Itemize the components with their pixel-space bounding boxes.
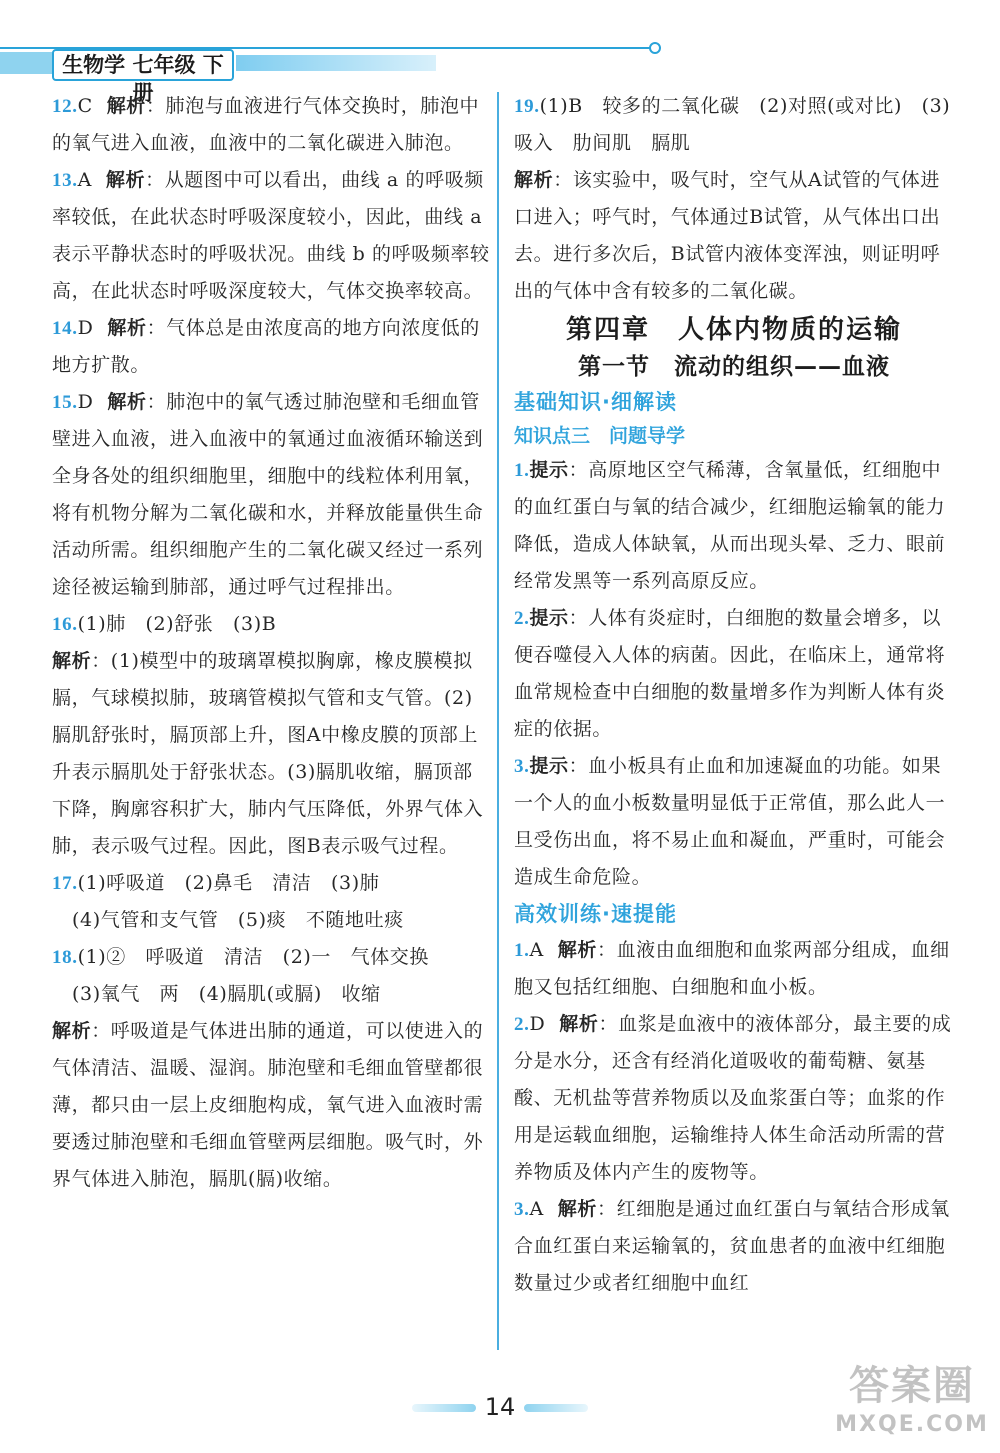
analysis-label: 解析 — [52, 650, 92, 672]
answer-17 — [52, 865, 492, 939]
footer-ornament-right — [524, 1404, 588, 1412]
answer-line: (1)② 呼吸道 清洁 (2)一 气体交换 — [77, 946, 429, 968]
page-number: 14 — [484, 1393, 516, 1421]
section-band-basics: 基础知识·细解读 — [514, 390, 677, 414]
question-number: 16. — [52, 614, 78, 635]
site-watermark — [832, 1360, 992, 1450]
question-number: 15. — [52, 392, 78, 413]
analysis-text: ：(1)模型中的玻璃罩模拟胸廓，橡皮膜模拟膈，气球模拟肺，玻璃管模拟气管和支气管。(2)膈肌舒张时，膈顶部上升，图A中橡皮膜的顶部上升表示膈肌处于舒张状态。(3)膈肌收缩，膈顶部下降，胸廓容积扩大，肺内气压降低，外界气体入肺，表示吸气过程。因此，图B表示吸气过程。 — [52, 650, 484, 857]
question-number: 19. — [514, 96, 540, 117]
training-answer-2 — [514, 1006, 954, 1191]
question-number: 2. — [514, 1014, 530, 1035]
answer-line: (1)呼吸道 (2)鼻毛 清洁 (3)肺 — [77, 872, 380, 894]
analysis-text: ：肺泡与血液进行气体交换时，肺泡中的氧气进入血液，血液中的二氧化碳进入肺泡。 — [52, 95, 480, 154]
analysis-label: 解析 — [106, 95, 146, 117]
training-answer-3 — [514, 1191, 954, 1302]
analysis-text: ：血液由血细胞和血浆两部分组成，血细胞又包括红细胞、白细胞和血小板。 — [514, 939, 950, 998]
tip-2 — [514, 600, 954, 748]
chapter-title: 第四章 人体内物质的运输 — [565, 315, 902, 345]
question-number: 14. — [52, 318, 78, 339]
watermark-logo-text: 答案圈 — [849, 1363, 975, 1409]
answer-16 — [52, 606, 492, 865]
answer-line: (3)氧气 两 (4)膈肌(或膈) 收缩 — [72, 983, 381, 1005]
question-number: 13. — [52, 170, 78, 191]
analysis-label: 解析 — [107, 391, 147, 413]
answer-choice: D — [529, 1013, 546, 1035]
answer-choice: A — [529, 939, 544, 961]
tip-label: 提示 — [529, 755, 569, 777]
book-title: 生物学 七年级 下册 — [52, 49, 234, 81]
question-number: 3. — [514, 756, 530, 777]
tip-text: ：血小板具有止血和加速凝血的功能。如果一个人的血小板数量明显低于正常值，那么此人一旦受伤出血，将不易止血和凝血，严重时，可能会造成生命危险。 — [514, 755, 946, 888]
analysis-label: 解析 — [52, 1020, 92, 1042]
analysis-text: ：血浆是血液中的液体部分，最主要的成分是水分，还含有经消化道吸收的葡萄糖、氨基酸、无机盐等营养物质以及血浆蛋白等；血浆的作用是运载血细胞，运输维持人体生命活动所需的营养物质及体内产生的废物等。 — [514, 1013, 952, 1183]
analysis-label: 解析 — [105, 169, 146, 191]
answer-15 — [52, 384, 492, 606]
answer-18 — [52, 939, 492, 1198]
analysis-label: 解析 — [107, 317, 147, 339]
analysis-text: ：该实验中，吸气时，空气从A试管的气体进口进入；呼气时，气体通过B试管，从气体出口出去。进行多次后，B试管内液体变浑浊，则证明呼出的气体中含有较多的二氧化碳。 — [514, 169, 941, 302]
question-number: 1. — [514, 460, 530, 481]
question-number: 12. — [52, 96, 78, 117]
answer-choice: D — [77, 391, 94, 413]
answer-12 — [52, 88, 492, 162]
analysis-text: ：红细胞是通过血红蛋白与氧结合形成氧合血红蛋白来运输氧的，贫血患者的血液中红细胞数量过少或者红细胞中血红 — [514, 1198, 950, 1294]
question-number: 2. — [514, 608, 530, 629]
tip-label: 提示 — [529, 459, 569, 481]
answer-choice: D — [77, 317, 94, 339]
answer-choice: A — [529, 1198, 544, 1220]
right-column — [514, 88, 954, 1302]
section-band-training: 高效训练·速提能 — [514, 902, 677, 926]
question-number: 1. — [514, 940, 530, 961]
answer-choice: (1)肺 (2)舒张 (3)B — [77, 613, 277, 635]
analysis-label: 解析 — [557, 1198, 597, 1220]
answer-14 — [52, 310, 492, 384]
knowledge-point-heading: 知识点三 问题导学 — [514, 425, 686, 447]
column-divider — [497, 92, 499, 1350]
analysis-text: ：肺泡中的氧气透过肺泡壁和毛细血管壁进入血液，进入血液中的氧通过血液循环输送到全身各处的组织细胞里，细胞中的线粒体利用氧，将有机物分解为二氧化碳和水，并释放能量供生命活动所需。组织细胞产生的二氧化碳又经过一系列途径被运输到肺部，通过呼气过程排出。 — [52, 391, 484, 598]
question-number: 17. — [52, 873, 78, 894]
header-rule-dot — [649, 42, 661, 54]
analysis-label: 解析 — [514, 169, 554, 191]
watermark-url: MXQE.COM — [835, 1412, 989, 1437]
footer-ornament-left — [412, 1404, 476, 1412]
section-title: 第一节 流动的组织——血液 — [578, 354, 890, 380]
left-column — [52, 88, 492, 1198]
analysis-label: 解析 — [557, 939, 597, 961]
tip-text: ：人体有炎症时，白细胞的数量会增多，以便吞噬侵入人体的病菌。因此，在临床上，通常将血常规检查中白细胞的数量增多作为判断人体有炎症的依据。 — [514, 607, 946, 740]
header-accent-band — [0, 52, 52, 74]
answer-choice: (1)B 较多的二氧化碳 (2)对照(或对比) (3)吸入 肋间肌 膈肌 — [514, 95, 951, 154]
tip-label: 提示 — [529, 607, 569, 629]
answer-line: (4)气管和支气管 (5)痰 不随地吐痰 — [72, 909, 404, 931]
answer-choice: A — [77, 169, 92, 191]
analysis-label: 解析 — [559, 1013, 599, 1035]
answer-13 — [52, 162, 492, 310]
tip-text: ：高原地区空气稀薄，含氧量低，红细胞中的血红蛋白与氧的结合减少，红细胞运输氧的能力降低，造成人体缺氧，从而出现头晕、乏力、眼前经常发黑等一系列高原反应。 — [514, 459, 946, 592]
analysis-text: ：气体总是由浓度高的地方向浓度低的地方扩散。 — [52, 317, 480, 376]
answer-choice: C — [77, 95, 93, 117]
question-number: 18. — [52, 947, 78, 968]
header-gradient-bar — [236, 55, 436, 71]
analysis-text: ：呼吸道是气体进出肺的通道，可以使进入的气体清洁、温暖、湿润。肺泡壁和毛细血管壁都很薄，都只由一层上皮细胞构成，氧气进入血液时需要透过肺泡壁和毛细血管壁两层细胞。吸气时，外界气体进入肺泡，膈肌(膈)收缩。 — [52, 1020, 484, 1190]
tip-3 — [514, 748, 954, 896]
analysis-text: ：从题图中可以看出，曲线 a 的呼吸频率较低，在此状态时呼吸深度较小，因此，曲线 a 表示平静状态时的呼吸状况。曲线 b 的呼吸频率较高，在此状态时呼吸深度较大，气体交换率较高。 — [52, 169, 490, 302]
question-number: 3. — [514, 1199, 530, 1220]
answer-19 — [514, 88, 954, 310]
training-answer-1 — [514, 932, 954, 1006]
tip-1 — [514, 452, 954, 600]
